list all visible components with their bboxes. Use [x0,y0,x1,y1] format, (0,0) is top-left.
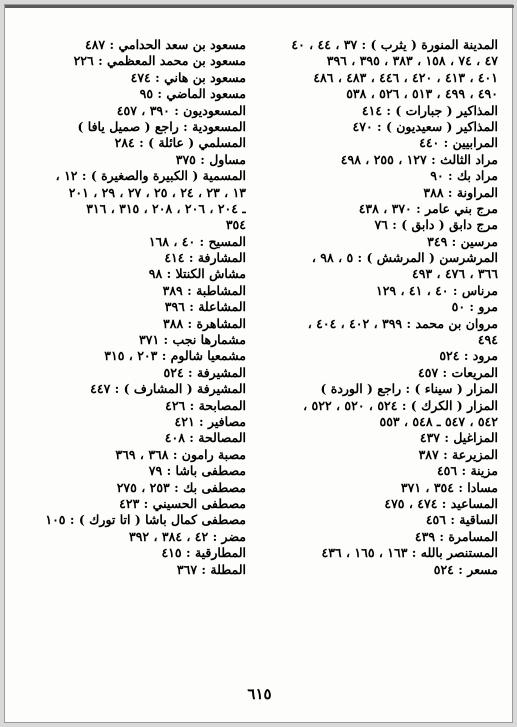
index-entry-line: المزاغيل : ٤٣٧ [419,430,498,446]
index-entry-line: المريعات : ٤٥٧ [418,364,498,380]
index-entry-line: المسلمي ( عائلة ) : ٢٨٤ [114,135,246,151]
index-entry-line: مصطفى باشا : ٧٩ [148,463,246,479]
index-entry-line: مرسين : ٣٤٩ [427,233,498,249]
index-entry-line: المشيرفة ( المشارف ) : ٤٤٧ [90,381,246,397]
index-entry-line: مصطفى كمال باشا ( اتا تورك ) : ١٠٥ [45,512,246,528]
index-entry-line: مسعود الماضي : ٩٥ [139,86,246,102]
index-entry-line: مرو : ٥٠ [451,299,498,315]
index-entry-line: مزينة : ٤٥٦ [436,463,498,479]
index-entry-line: مسادا : ٣٥٤ ، ٣٧١ [400,479,498,495]
index-entry-line: المشاطبة : ٣٨٩ [162,282,246,298]
index-entry-line: المسعوديون : ٣٩٠ ، ٤٥٧ [116,102,246,118]
index-entry-line: المشيرفة : ٥٢٤ [163,364,246,380]
index-entry-line: مرود : ٥٢٤ [439,348,498,364]
index-entry-line: ٣٦٦ ، ٤٧٦ ، ٤٩٣ [412,266,498,282]
index-entry-line: المذاكير ( سعيديون ) : ٤٧٠ [352,118,498,134]
index-entry-line: مصبة رامون : ٣٦٨ ، ٣٦٩ [115,446,246,462]
index-entry-line: ٤٩٠ ، ٤٩٩ ، ٥١٣ ، ٥٢٦ ، ٥٣٨ [346,86,498,102]
index-entry-line: المستنصر بالله : ١٦٣ ، ١٦٥ ، ٤٣٦ [321,545,498,561]
index-entry-line: المزار ( الكرك ) : ٥٢٤ ، ٥٢٠ ، ٥٢٢ ، [303,397,498,413]
index-entry-line: المذاكير ( جبارات ) : ٤١٤ [361,102,498,118]
index-entry-line: ٤٩٤ [477,332,498,348]
index-entry-line: المزيرعة : ٣٨٧ [418,446,498,462]
index-entry-line: مسعود بن سعد الحدامي : ٤٨٧ [85,37,246,52]
index-entry-line: ١٣ ، ٢٣ ، ٢٤ ، ٢٥ ، ٢٧ ، ٢٩ ، ٢٠١ [68,184,246,200]
index-entry-line: مشاش الكنتلا : ٩٨ [148,266,246,282]
index-entry-line: مصطفى الحسيني : ٤٢٣ [119,495,246,511]
index-entry-line: المرشرسن ( المرشش ) : ٥ ، ٩٨ ، [311,250,498,266]
index-entry-line: مروان بن محمد : ٣٩٩ ، ٤٠٢ ، ٤٠٤ ، [307,315,498,331]
index-entry-line: المشاهرة : ٣٨٨ [163,315,246,331]
index-entry-line: مشمارها نجب : ٣٧١ [139,332,246,348]
index-entry-line: المصالحة : ٤٠٨ [164,430,246,446]
index-entry-line: ٥٤٢ ، ٥٤٧ ـ ٥٤٨ ، ٥٥٣ [379,413,498,429]
index-entry-line: المشاعلة : ٣٩٦ [164,299,246,315]
index-entry-line: مراد بك : ٩٠ [430,168,498,184]
index-entry-line: المصابحة : ٤٢٦ [165,397,246,413]
index-column-right [262,37,498,578]
index-entry-line: ٤٠١ ، ٤١٣ ، ٤٢٠ ، ٤٤٦ ، ٤٨٣ ، ٤٨٦ [313,69,498,85]
index-entry-line: مرج بني عامر : ٣٧٠ ، ٤٣٨ [358,200,498,216]
index-entry-line: المرابيين : ٤٤٠ [419,135,498,151]
index-entry-line: مصافير : ٤٢١ [174,413,246,429]
index-entry-line: ٤٧ ، ٧٤ ، ١٥٨ ، ٣٨٣ ، ٣٩٥ ، ٣٩٦ [326,53,498,69]
index-entry-line: ٣٥٤ [225,217,246,233]
index-entry-line: المسيح : ٤٠ ، ١٦٨ [148,233,246,249]
index-entry-line: المطلة : ٣٦٧ [176,561,246,577]
page-number: ٦١٥ [247,685,272,703]
page-border [5,5,514,8]
index-entry-line: مسعود بن هاني : ٤٧٤ [130,69,246,85]
index-entry-line: مسعود بن محمد المعظمي : ٢٢٦ [73,53,246,69]
index-entry-line: المدينة المنورة ( يثرب ) : ٣٧ ، ٤٤ ، ٤٠ [291,37,498,52]
index-entry-line: مشمعيا شالوم : ٢٠٣ ، ٣١٥ [104,348,246,364]
index-column-left [8,37,246,578]
index-entry-line: المسمية ( الكبيرة والصغيرة ) : ١٢ ، [55,168,246,184]
index-entry-line: مرناس : ٤٠ ، ٤١ ، ١٢٩ [376,282,498,298]
index-entry-line: المسعودية : راجع ( صميل يافا ) [77,118,246,134]
index-entry-line: مرج دابق ( دابق ) : ٧٦ [374,217,498,233]
index-entry-line: المطارقية : ٤١٥ [161,545,246,561]
index-entry-line: المساعيد : ٤٧٤ ، ٤٧٥ [384,495,498,511]
index-entry-line: الساقية : ٤٥٦ [425,512,498,528]
index-entry-line: مسعر : ٥٢٤ [433,561,498,577]
index-entry-line: المزار ( سيناء ) : راجع ( الوردة ) [320,381,498,397]
index-entry-line: المشارفة : ٤١٤ [164,250,246,266]
index-entry-line: المسامرة : ٤٣٩ [414,528,498,544]
index-entry-line: مراد الثالث : ١٢٧ ، ٢٥٥ ، ٤٩٨ [340,151,498,167]
index-entry-line: المراونة : ٣٨٨ [423,184,498,200]
index-entry-line: مساول : ٣٧٥ [175,151,246,167]
index-entry-line: مضر : ٤٢ ، ٣٨٤ ، ٣٩٢ [128,528,246,544]
index-entry-line: ـ ٢٠٤ ، ٢٠٦ ، ٢٠٨ ، ٣١٥ ، ٣١٦ [86,200,246,216]
book-page [4,4,513,723]
index-entry-line: مصطفى بك : ٢٥٣ ، ٢٧٥ [116,479,246,495]
